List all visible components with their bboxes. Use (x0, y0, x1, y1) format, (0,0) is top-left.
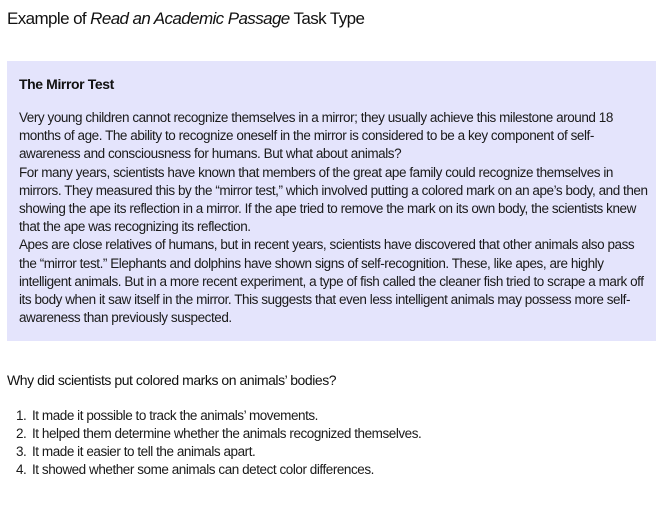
question-text: Why did scientists put colored marks on animals’ bodies? (7, 372, 337, 388)
passage-paragraph-3: Apes are close relatives of humans, but in recent years, scientists have discovered that other animals also pass the “mirror test.” Elephants and dolphins have shown signs of self-recognition. These, like apes, are highly intelligent animals. But in a more recent experiment, a type of fish called the cleaner fish tried to scrape a mark off its body when it saw itself in the mirror. This suggests that even less intelligent animals may possess more self-awareness than previously suspected. (19, 237, 644, 326)
answer-option-4[interactable] (16, 461, 421, 479)
title-prefix: Example of (7, 9, 91, 28)
passage-paragraph-1: Very young children cannot recognize themselves in a mirror; they usually achieve this milestone around 18 months of age. The ability to recognize oneself in the mirror is considered to be a key component of self-awareness and consciousness for humans. But what about animals? (19, 110, 613, 162)
option-number: 2. (16, 426, 27, 441)
option-number: 1. (16, 408, 27, 423)
passage-paragraph-2: For many years, scientists have known that members of the great ape family could recognize themselves in mirrors. They measured this by the “mirror test,” which involved putting a colored mark on an ape’s body, and then showing the ape its reflection in a mirror. If the ape tried to remove the mark on its own body, the scientists knew that the ape was recognizing its reflection. (19, 164, 648, 235)
answer-options-list (16, 407, 421, 479)
title-task-name: Read an Academic Passage (90, 9, 290, 28)
passage-title: The Mirror Test (19, 76, 114, 92)
title-suffix: Task Type (289, 9, 365, 28)
option-text: It made it easier to tell the animals apart. (32, 444, 256, 459)
option-text: It showed whether some animals can detect color differences. (32, 462, 374, 477)
passage-box (7, 61, 656, 341)
page-title (7, 9, 364, 29)
answer-option-3[interactable] (16, 443, 421, 461)
answer-option-2[interactable] (16, 425, 421, 443)
option-number: 4. (16, 462, 27, 477)
option-text: It helped them determine whether the animals recognized themselves. (32, 426, 422, 441)
answer-option-1[interactable] (16, 407, 421, 425)
option-number: 3. (16, 444, 27, 459)
option-text: It made it possible to track the animals’ movements. (32, 408, 318, 423)
